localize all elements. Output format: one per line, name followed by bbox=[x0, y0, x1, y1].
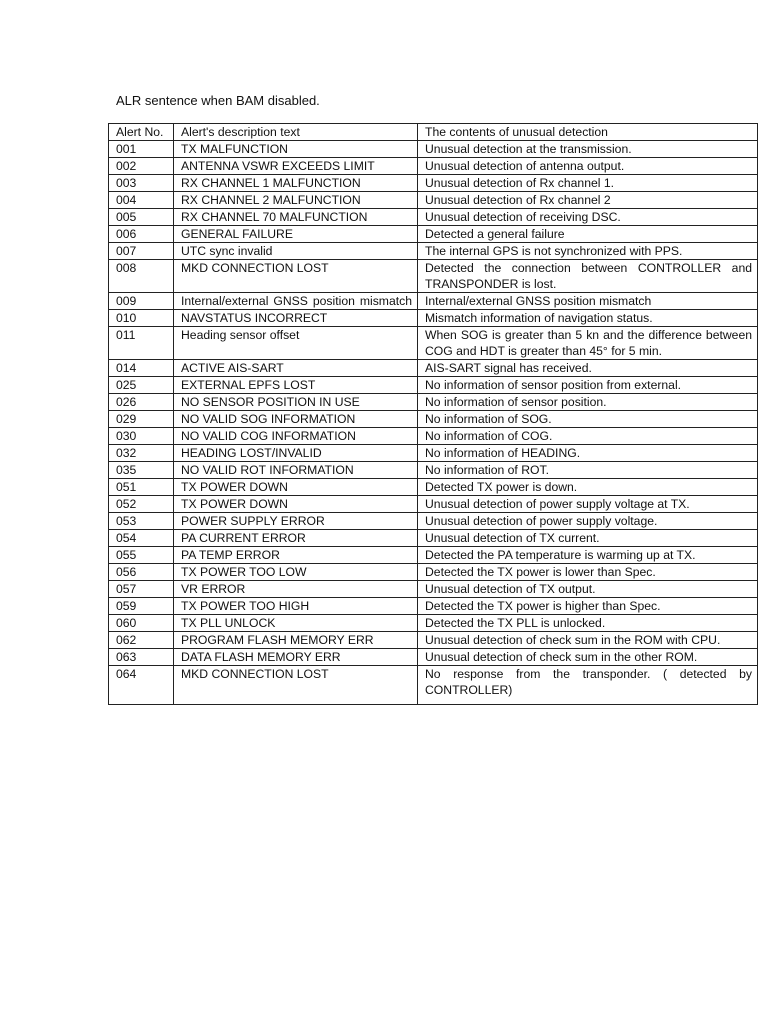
alert-description-cell: PA CURRENT ERROR bbox=[174, 530, 418, 547]
alert-number-cell: 010 bbox=[109, 310, 174, 327]
alert-number-cell: 052 bbox=[109, 496, 174, 513]
alert-description-cell: HEADING LOST/INVALID bbox=[174, 445, 418, 462]
table-row bbox=[109, 581, 758, 598]
detection-contents-cell: Unusual detection at the transmission. bbox=[418, 141, 758, 158]
table-row bbox=[109, 666, 758, 705]
alert-description-cell: DATA FLASH MEMORY ERR bbox=[174, 649, 418, 666]
table-row bbox=[109, 547, 758, 564]
alr-alert-table bbox=[108, 123, 758, 705]
detection-contents-cell: No information of sensor position. bbox=[418, 394, 758, 411]
table-row bbox=[109, 649, 758, 666]
detection-contents-cell: Unusual detection of power supply voltage. bbox=[418, 513, 758, 530]
table-body bbox=[109, 141, 758, 705]
table-row bbox=[109, 632, 758, 649]
detection-contents-cell: No response from the transponder. ( detected by CONTROLLER) bbox=[418, 666, 758, 705]
alert-description-cell: RX CHANNEL 2 MALFUNCTION bbox=[174, 192, 418, 209]
alert-number-cell: 008 bbox=[109, 260, 174, 293]
detection-contents-cell: Detected a general failure bbox=[418, 226, 758, 243]
table-row bbox=[109, 243, 758, 260]
detection-contents-cell: Unusual detection of receiving DSC. bbox=[418, 209, 758, 226]
detection-contents-cell: No information of HEADING. bbox=[418, 445, 758, 462]
alert-number-cell: 059 bbox=[109, 598, 174, 615]
alert-description-cell: EXTERNAL EPFS LOST bbox=[174, 377, 418, 394]
alert-number-cell: 026 bbox=[109, 394, 174, 411]
table-caption: ALR sentence when BAM disabled. bbox=[116, 93, 320, 108]
detection-contents-cell: No information of sensor position from external. bbox=[418, 377, 758, 394]
alert-number-cell: 063 bbox=[109, 649, 174, 666]
table-row bbox=[109, 293, 758, 310]
detection-contents-cell: Detected the PA temperature is warming up at TX. bbox=[418, 547, 758, 564]
alert-description-cell: TX MALFUNCTION bbox=[174, 141, 418, 158]
alert-description-cell: POWER SUPPLY ERROR bbox=[174, 513, 418, 530]
alert-description-cell: Heading sensor offset bbox=[174, 327, 418, 360]
table-row bbox=[109, 260, 758, 293]
detection-contents-cell: AIS-SART signal has received. bbox=[418, 360, 758, 377]
table-row bbox=[109, 411, 758, 428]
alert-number-cell: 002 bbox=[109, 158, 174, 175]
detection-contents-cell: Detected TX power is down. bbox=[418, 479, 758, 496]
table-row bbox=[109, 513, 758, 530]
detection-contents-cell: Detected the TX power is higher than Spec. bbox=[418, 598, 758, 615]
table-row bbox=[109, 615, 758, 632]
table-row bbox=[109, 158, 758, 175]
table-row bbox=[109, 141, 758, 158]
table-row bbox=[109, 377, 758, 394]
detection-contents-cell: No information of COG. bbox=[418, 428, 758, 445]
detection-contents-cell: Unusual detection of power supply voltage at TX. bbox=[418, 496, 758, 513]
alert-number-cell: 030 bbox=[109, 428, 174, 445]
alert-number-cell: 009 bbox=[109, 293, 174, 310]
alert-number-cell: 062 bbox=[109, 632, 174, 649]
alert-number-cell: 005 bbox=[109, 209, 174, 226]
detection-contents-cell: Unusual detection of antenna output. bbox=[418, 158, 758, 175]
detection-contents-cell: The internal GPS is not synchronized with PPS. bbox=[418, 243, 758, 260]
detection-contents-cell: No information of SOG. bbox=[418, 411, 758, 428]
alert-number-cell: 011 bbox=[109, 327, 174, 360]
table-row bbox=[109, 310, 758, 327]
alert-number-cell: 057 bbox=[109, 581, 174, 598]
alert-number-cell: 060 bbox=[109, 615, 174, 632]
alert-description-cell: RX CHANNEL 1 MALFUNCTION bbox=[174, 175, 418, 192]
alert-description-cell: TX PLL UNLOCK bbox=[174, 615, 418, 632]
table-row bbox=[109, 192, 758, 209]
detection-contents-cell: Unusual detection of check sum in the ROM with CPU. bbox=[418, 632, 758, 649]
table-row bbox=[109, 530, 758, 547]
alert-description-cell: GENERAL FAILURE bbox=[174, 226, 418, 243]
detection-contents-cell: Detected the TX power is lower than Spec. bbox=[418, 564, 758, 581]
table-row bbox=[109, 360, 758, 377]
alert-number-cell: 064 bbox=[109, 666, 174, 705]
detection-contents-cell: Unusual detection of TX output. bbox=[418, 581, 758, 598]
alert-description-cell: NAVSTATUS INCORRECT bbox=[174, 310, 418, 327]
detection-contents-cell: Internal/external GNSS position mismatch bbox=[418, 293, 758, 310]
detection-contents-cell: Unusual detection of check sum in the other ROM. bbox=[418, 649, 758, 666]
alert-number-cell: 014 bbox=[109, 360, 174, 377]
table-row bbox=[109, 598, 758, 615]
alert-description-cell: TX POWER DOWN bbox=[174, 496, 418, 513]
alert-number-cell: 053 bbox=[109, 513, 174, 530]
detection-contents-cell: Detected the connection between CONTROLLER and TRANSPONDER is lost. bbox=[418, 260, 758, 293]
table-row bbox=[109, 175, 758, 192]
alert-description-cell: TX POWER TOO HIGH bbox=[174, 598, 418, 615]
alert-number-cell: 029 bbox=[109, 411, 174, 428]
detection-contents-cell: Unusual detection of TX current. bbox=[418, 530, 758, 547]
alert-description-cell: MKD CONNECTION LOST bbox=[174, 666, 418, 705]
detection-contents-cell: Mismatch information of navigation status. bbox=[418, 310, 758, 327]
detection-contents-cell: Unusual detection of Rx channel 1. bbox=[418, 175, 758, 192]
alert-number-cell: 055 bbox=[109, 547, 174, 564]
detection-contents-cell: Detected the TX PLL is unlocked. bbox=[418, 615, 758, 632]
alert-description-cell: NO VALID ROT INFORMATION bbox=[174, 462, 418, 479]
table-row bbox=[109, 226, 758, 243]
table-row bbox=[109, 428, 758, 445]
table-row bbox=[109, 209, 758, 226]
alert-description-cell: UTC sync invalid bbox=[174, 243, 418, 260]
alert-number-cell: 051 bbox=[109, 479, 174, 496]
detection-contents-cell: No information of ROT. bbox=[418, 462, 758, 479]
alert-number-cell: 056 bbox=[109, 564, 174, 581]
alert-description-cell: NO SENSOR POSITION IN USE bbox=[174, 394, 418, 411]
table-row bbox=[109, 445, 758, 462]
table-row bbox=[109, 327, 758, 360]
header-contents: The contents of unusual detection bbox=[418, 124, 758, 141]
alert-description-cell: PROGRAM FLASH MEMORY ERR bbox=[174, 632, 418, 649]
alert-number-cell: 035 bbox=[109, 462, 174, 479]
alert-number-cell: 007 bbox=[109, 243, 174, 260]
detection-contents-cell: When SOG is greater than 5 kn and the difference between COG and HDT is greater than 45° for 5 min. bbox=[418, 327, 758, 360]
alert-number-cell: 001 bbox=[109, 141, 174, 158]
header-description: Alert's description text bbox=[174, 124, 418, 141]
alert-number-cell: 006 bbox=[109, 226, 174, 243]
alert-number-cell: 032 bbox=[109, 445, 174, 462]
alert-number-cell: 003 bbox=[109, 175, 174, 192]
alert-description-cell: TX POWER DOWN bbox=[174, 479, 418, 496]
alert-description-cell: VR ERROR bbox=[174, 581, 418, 598]
header-alert-no: Alert No. bbox=[109, 124, 174, 141]
alert-description-cell: RX CHANNEL 70 MALFUNCTION bbox=[174, 209, 418, 226]
alert-description-cell: NO VALID COG INFORMATION bbox=[174, 428, 418, 445]
alert-number-cell: 004 bbox=[109, 192, 174, 209]
alert-description-cell: ANTENNA VSWR EXCEEDS LIMIT bbox=[174, 158, 418, 175]
alert-description-cell: Internal/external GNSS position mismatch bbox=[174, 293, 418, 310]
table-row bbox=[109, 394, 758, 411]
alert-description-cell: TX POWER TOO LOW bbox=[174, 564, 418, 581]
table-row bbox=[109, 462, 758, 479]
alert-number-cell: 025 bbox=[109, 377, 174, 394]
table-row bbox=[109, 479, 758, 496]
table-row bbox=[109, 496, 758, 513]
alert-description-cell: PA TEMP ERROR bbox=[174, 547, 418, 564]
detection-contents-cell: Unusual detection of Rx channel 2 bbox=[418, 192, 758, 209]
table-header-row bbox=[109, 124, 758, 141]
alert-description-cell: MKD CONNECTION LOST bbox=[174, 260, 418, 293]
alert-description-cell: NO VALID SOG INFORMATION bbox=[174, 411, 418, 428]
alert-description-cell: ACTIVE AIS-SART bbox=[174, 360, 418, 377]
alert-number-cell: 054 bbox=[109, 530, 174, 547]
table-row bbox=[109, 564, 758, 581]
